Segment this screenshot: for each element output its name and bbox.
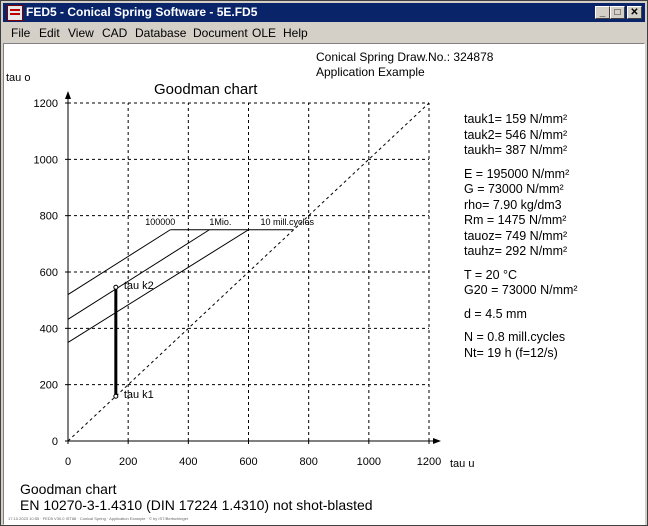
x-tick-label: 400 — [179, 456, 198, 468]
title-bar[interactable] — [3, 3, 645, 22]
chart-grid — [68, 103, 429, 441]
chart-series — [68, 217, 315, 401]
x-axis-label: tau u — [450, 458, 475, 470]
x-tick-label: 200 — [118, 456, 138, 468]
result-line: T = 20 °C — [464, 267, 518, 282]
y-tick-label: 0 — [51, 436, 58, 448]
point-tau-k2 — [114, 285, 118, 289]
chart-ticks — [34, 98, 442, 468]
result-line: Rm = 1475 N/mm² — [464, 213, 567, 227]
close-button[interactable] — [627, 6, 642, 19]
minimize-button[interactable] — [595, 6, 610, 19]
menu-database[interactable]: Database — [135, 26, 187, 40]
result-line: Nt= 19 h (f=12/s) — [464, 345, 558, 360]
window-title: FED5 - Conical Spring Software - 5E.FD5 — [26, 5, 258, 19]
x-tick-label: 1200 — [416, 456, 442, 468]
menu-edit[interactable]: Edit — [39, 26, 60, 40]
result-line: tauk1= 159 N/mm² — [464, 112, 568, 126]
series-line — [68, 230, 294, 343]
menu-help[interactable]: Help — [283, 26, 308, 40]
result-line: taukh= 387 N/mm² — [464, 143, 568, 157]
series-line — [68, 230, 170, 295]
footer-title: Goodman chart — [20, 481, 117, 497]
x-tick-label: 0 — [64, 456, 72, 468]
maximize-icon: □ — [614, 7, 621, 18]
series-label: 10 mill.cycles — [260, 216, 315, 227]
header-drawing-info: Conical Spring Draw.No.: 324878 — [316, 50, 494, 64]
close-icon: ✕ — [630, 7, 639, 18]
footer-material: EN 10270-3-1.4310 (DIN 17224 1.4310) not shot-blasted — [20, 497, 373, 513]
series-line — [68, 230, 209, 320]
y-tick-label: 1000 — [33, 154, 58, 167]
y-axis-arrow — [65, 91, 71, 99]
minimize-icon: _ — [599, 7, 606, 18]
maximize-button[interactable] — [610, 6, 625, 19]
point-tau-k1 — [114, 394, 118, 398]
result-line: tauk2= 546 N/mm² — [464, 127, 568, 142]
result-line: G20 = 73000 N/mm² — [464, 283, 578, 297]
menu-file[interactable]: File — [11, 26, 31, 40]
series-label: 1Mio. — [209, 216, 232, 227]
result-line: tauoz= 749 N/mm² — [464, 228, 568, 243]
y-tick-label: 400 — [39, 323, 58, 336]
x-tick-label: 1000 — [356, 456, 382, 468]
menu-bar — [3, 23, 645, 42]
fed5-app-icon[interactable] — [7, 5, 23, 21]
menu-ole[interactable]: OLE — [252, 26, 277, 40]
footer-fine-print: 17.10.2023 10:55 · FED5 V30.0 IST88 · Conical Spring · Application Example · © by IST/Bertschinger — [8, 516, 189, 521]
y-tick-label: 200 — [39, 379, 58, 392]
y-axis-label: tau o — [6, 72, 31, 84]
chart-title: Goodman chart — [154, 81, 258, 98]
y-tick-label: 600 — [39, 267, 58, 279]
x-tick-label: 600 — [239, 456, 258, 468]
menu-cad[interactable]: CAD — [102, 26, 128, 40]
result-line: tauhz= 292 N/mm² — [464, 244, 568, 258]
x-tick-label: 800 — [299, 456, 318, 468]
result-line: rho= 7.90 kg/dm3 — [464, 197, 562, 212]
result-line: d = 4.5 mm — [464, 306, 527, 321]
result-line: E = 195000 N/mm² — [464, 166, 570, 181]
series-label: 100000 — [145, 216, 176, 227]
header-subtitle: Application Example — [316, 65, 425, 79]
annotation-label: tau k1 — [123, 389, 154, 402]
y-tick-label: 800 — [39, 210, 58, 223]
result-line: G = 73000 N/mm² — [464, 182, 564, 196]
annotation-label: tau k2 — [123, 280, 154, 293]
y-tick-label: 1200 — [33, 98, 58, 110]
menu-document[interactable]: Document — [193, 26, 248, 40]
document-view[interactable] — [3, 43, 645, 525]
menu-view[interactable]: View — [68, 26, 94, 40]
result-line: N = 0.8 mill.cycles — [464, 330, 566, 344]
x-axis-arrow — [433, 438, 441, 444]
